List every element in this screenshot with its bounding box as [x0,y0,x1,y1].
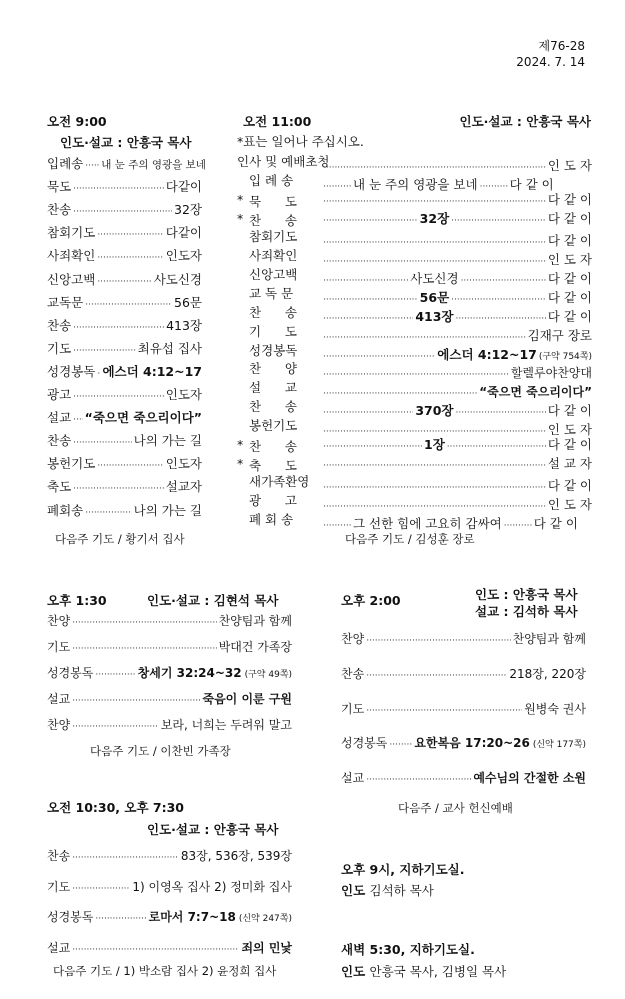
order-value: 죄의 민낯 [241,940,292,955]
dawn-prayer-leader [341,962,506,980]
order-value: 인도자 [165,456,202,472]
leader-label: 인도 [341,964,366,979]
order-row [47,908,292,925]
service-leader: 인도·설교 : 김현석 목사 [147,593,279,608]
order-row [47,431,202,449]
order-label-text: 설 교 [249,380,297,396]
order-row [237,435,592,455]
leader-dots [366,706,522,716]
order-label: 기도 [47,640,71,654]
order-label-text: 새가족환영 [249,474,310,490]
service-leader-1: 인도 : 안흥국 목사 [475,587,578,602]
order-label [237,192,321,210]
order-row [47,716,292,733]
order-label [237,359,321,377]
star-placeholder [237,171,249,189]
order-value: 다 같 이 [533,516,578,532]
order-value: 요한복음 17:20~26 [414,736,530,751]
order-label-text: 기 도 [249,323,297,339]
page-ref: (신약 247쪽) [238,914,292,924]
star-placeholder [237,359,249,377]
order-value: 인 도 자 [547,158,592,173]
service-time: 오후 1:30 [47,593,107,608]
order-label [237,416,321,434]
page-ref: (신약 177쪽) [532,740,586,751]
order-row [47,690,292,707]
order-middle: 1장 [424,436,445,452]
order-value: 찬양팀과 함께 [218,614,292,628]
star-placeholder [237,341,249,359]
order-label [237,171,321,189]
order-label: 기도 [47,340,72,356]
leader-dots [73,484,164,494]
star-placeholder [237,416,249,434]
order-middle: 370장 [415,403,454,419]
order-value: 인 도 자 [547,497,592,513]
order-label: 성경봉독 [47,666,94,680]
order-label: 봉헌기도 [47,456,96,472]
order-label: 찬양 [341,632,365,646]
order-label: 교독문 [47,294,84,310]
leader-dots [85,300,172,310]
service-time: 오전 11:00 [243,114,312,129]
leader-dots [73,184,164,194]
leader-dots [323,197,546,207]
order-label: 설교 [47,410,72,426]
order-value: 에스더 4:12~17 [102,363,202,379]
order-row [47,477,202,495]
order-label: 사죄확인 [47,248,96,264]
order-label [237,152,330,170]
order-label: 찬양 [47,614,71,628]
order-value: 56문 [174,294,202,310]
star-placeholder [237,303,249,321]
order-row [237,209,592,229]
order-row [47,270,202,288]
order-value: 예수님의 간절한 소원 [473,771,586,786]
order-value: “죽으면 죽으리이다” [479,385,592,400]
order-label-text: 교 독 문 [249,285,294,301]
standing-star-icon: * [237,436,244,452]
star-placeholder [237,322,249,340]
leader-dots [73,415,82,425]
order-label [237,456,321,474]
order-value: 원병숙 권사 [524,701,586,716]
page-ref: (구약 754쪽) [538,351,592,362]
standing-star-icon: * [237,455,244,471]
order-row [341,630,586,647]
order-label [237,472,321,490]
order-value: 내 눈 주의 영광을 보네 [101,159,206,171]
order-row [47,200,202,218]
order-label: 성경봉독 [341,736,388,751]
leader-dots [366,636,510,646]
order-value: 박대건 가족장 [218,640,292,654]
order-row [341,700,586,717]
order-label: 축도 [47,479,72,495]
order-label-text: 봉헌기도 [249,417,298,433]
standing-note-text: 표는 일어나 주십시오. [243,134,364,149]
leader-dots [95,670,135,680]
leader-dots [323,216,418,226]
order-row [341,769,586,786]
order-label-text: 찬 송 [249,438,297,454]
service-leader-2: 설교 : 김석하 목사 [475,604,578,619]
issue-date: 2024. 7. 14 [516,55,585,69]
order-value: 로마서 7:7~18 [148,910,236,924]
issue-number: 제76-28 [538,39,585,53]
order-label [237,341,321,359]
service-leader: 인도·설교 : 안흥국 목사 [459,114,591,129]
order-value: 설교자 [165,479,202,495]
order-label-text: 찬 송 [249,212,297,228]
order-label: 입례송 [47,156,84,171]
order-label [237,437,321,455]
leader-name: 안흥국 목사, 김병일 목사 [369,964,507,979]
order-value: 다 같 이 [547,233,592,249]
leader-label: 인도 [341,883,366,898]
order-label: 성경봉독 [47,910,94,924]
order-value: 다 같 이 [547,210,593,226]
order-row [341,665,586,682]
leader-dots [451,216,546,226]
leader-dots [97,277,151,287]
order-value: 다 같 이 [509,176,554,192]
order-label-text: 입 례 송 [249,172,294,188]
order-label-text: 찬 송 [249,399,297,415]
leader-dots [97,461,163,471]
order-label [237,322,321,340]
order-label-text: 사죄확인 [249,248,298,264]
order-value: 다같이 [165,225,202,241]
next-week-prayer: 다음주 기도 / 김성훈 장로 [345,532,475,546]
order-label [237,211,321,229]
leader-dots [323,521,351,531]
order-label: 설교 [47,940,71,955]
order-label: 찬송 [47,317,72,333]
leader-dots [72,884,130,894]
order-row [47,339,202,357]
leader-dots [389,740,412,750]
order-label [237,246,321,264]
order-row [237,190,592,210]
order-value: 다 같 이 [547,271,592,287]
leader-dots [72,853,179,863]
leader-dots [504,521,532,531]
order-row [47,501,202,519]
order-value: 1) 이영옥 집사 2) 정미화 집사 [132,879,292,894]
page-ref: (구약 49쪽) [244,670,292,680]
order-label-text: 찬 양 [249,361,297,377]
service-leader: 인도·설교 : 안흥국 목사 [147,822,279,837]
standing-star-icon: * [237,191,244,207]
standing-note [237,132,364,150]
leader-dots [97,230,163,240]
order-label-text: 묵 도 [249,193,297,209]
order-middle: 56문 [419,289,450,305]
order-value: 에스더 4:12~17 [437,346,537,362]
order-row [47,612,292,629]
order-label: 찬송 [341,666,365,681]
leader-dots [73,346,135,356]
leader-dots [447,442,546,452]
order-label-text: 신앙고백 [249,267,298,283]
order-label-text: 성경봉독 [249,342,298,358]
star-mark: * [237,134,244,149]
order-value: 다 같 이 [547,308,592,324]
order-label [237,284,321,302]
star-placeholder [237,378,249,396]
service-time: 오전 9:00 [47,114,107,129]
order-row [47,847,292,864]
leader-dots [97,253,163,263]
leader-dots [73,323,164,333]
order-label: 기도 [47,879,71,894]
order-value: 32장 [174,202,202,218]
evening-prayer-time: 오후 9시, 지하기도실. [341,862,465,877]
order-value: 창세기 32:24~32 [137,666,242,680]
order-label: 광고 [47,387,72,402]
next-week: 다음주 / 교사 헌신예배 [398,801,513,815]
order-value: 할렐루야찬양대 [510,366,592,381]
order-middle: 32장 [419,210,450,226]
order-value: “죽으면 죽으리이다” [84,410,202,426]
order-value: 인 도 자 [547,252,592,268]
leader-dots [85,508,131,518]
order-row [47,408,202,426]
order-label-text: 폐 회 송 [249,512,294,528]
order-label: 설교 [341,771,365,786]
leader-dots [323,442,422,452]
leader-dots [95,914,146,924]
leader-dots [72,722,159,732]
order-label: 신앙고백 [47,271,96,287]
order-label: 폐회송 [47,502,84,518]
service-leader: 인도·설교 : 안흥국 목사 [60,135,192,150]
next-week-prayer: 다음주 기도 / 황기서 집사 [55,532,185,546]
order-row [47,939,292,956]
order-label [237,397,321,415]
order-value: 김재구 장로 [527,327,592,343]
order-row [47,878,292,895]
order-value: 나의 가는 길 [133,502,202,518]
order-label-text: 광 고 [249,493,297,509]
order-row [47,316,202,334]
order-label: 묵도 [47,179,72,195]
order-row [47,454,202,472]
leader-dots [366,671,507,681]
order-label-text: 참회기도 [249,229,298,245]
star-placeholder [237,246,249,264]
order-value: 218장, 220장 [509,666,586,681]
star-placeholder [237,491,249,509]
star-placeholder [237,397,249,415]
order-value: 83장, 536장, 539장 [180,849,292,863]
order-row [47,177,202,195]
order-row [47,293,202,311]
order-row [47,664,292,681]
order-value: 413장 [166,317,202,333]
order-value: 다 같 이 [547,403,592,419]
order-value: 다 같 이 [547,191,592,207]
standing-star-icon: * [237,210,244,226]
order-label-text: 축 도 [249,457,297,473]
order-middle: 413장 [415,308,454,324]
order-middle: 그 선한 힘에 고요히 감싸여 [353,516,502,532]
leader-dots [323,461,546,471]
leader-dots [72,696,200,706]
star-placeholder [237,265,249,283]
order-value: 나의 가는 길 [133,433,202,449]
order-value: 설 교 자 [547,455,592,471]
order-row [47,223,202,241]
order-row [47,154,206,172]
order-label: 설교 [47,692,71,706]
order-middle: 사도신경 [410,271,459,287]
next-week-prayer: 다음주 기도 / 1) 박소람 집사 2) 윤정희 집사 [53,964,277,978]
dawn-prayer-time: 새벽 5:30, 지하기도실. [341,942,475,957]
order-label: 찬양 [47,718,71,732]
order-row [341,734,586,751]
order-row [47,638,292,655]
next-week-prayer: 다음주 기도 / 이찬빈 가족장 [90,744,231,758]
order-row [47,385,202,403]
order-label [237,378,321,396]
order-value: 인 도 자 [547,421,592,437]
leader-dots [72,644,216,654]
order-value: 죽음이 이룬 구원 [202,692,292,706]
order-row [237,454,592,474]
order-label: 참회기도 [47,225,96,241]
leader-dots [72,618,216,628]
order-label [237,303,321,321]
order-label: 찬송 [47,849,71,863]
order-value: 다같이 [165,179,202,195]
leader-name: 김석하 목사 [369,883,434,898]
leader-dots [85,161,99,171]
order-value: 최유섭 집사 [137,340,202,356]
order-value: 인도자 [165,248,202,264]
order-label: 찬송 [47,433,72,449]
order-value: 보라, 너희는 두려워 말고 [160,718,292,732]
service-time: 오전 10:30, 오후 7:30 [47,800,184,815]
order-value: 다 같 이 [547,436,592,452]
order-label [237,510,321,528]
order-label [237,265,321,283]
order-value: 다 같 이 [547,478,592,494]
leader-dots [73,438,132,448]
order-label [237,491,321,509]
bulletin-header [516,38,585,70]
order-row [237,510,592,532]
order-label-text: 찬 송 [249,304,297,320]
star-placeholder [237,227,249,245]
star-placeholder [237,510,249,528]
order-value: 다 같 이 [547,289,593,305]
order-label: 기도 [341,701,365,716]
leader-dots [73,392,164,402]
order-value: 인도자 [165,387,202,402]
leader-dots [73,207,172,217]
order-label-text: 인사 및 예배초청 [237,154,330,169]
leader-dots [366,775,471,785]
order-label [237,227,321,245]
order-label: 성경봉독 [47,363,96,379]
leader-dots [97,369,100,379]
service-time: 오후 2:00 [341,593,401,608]
star-placeholder [237,472,249,490]
order-middle: 내 눈 주의 영광을 보네 [353,176,478,192]
order-value: 찬양팀과 함께 [512,632,586,646]
order-label: 찬송 [47,202,72,218]
star-placeholder [237,284,249,302]
order-value: 사도신경 [153,271,202,287]
evening-prayer-leader [341,881,434,899]
leader-dots [72,945,239,955]
order-row [47,246,202,264]
order-row [47,362,202,380]
